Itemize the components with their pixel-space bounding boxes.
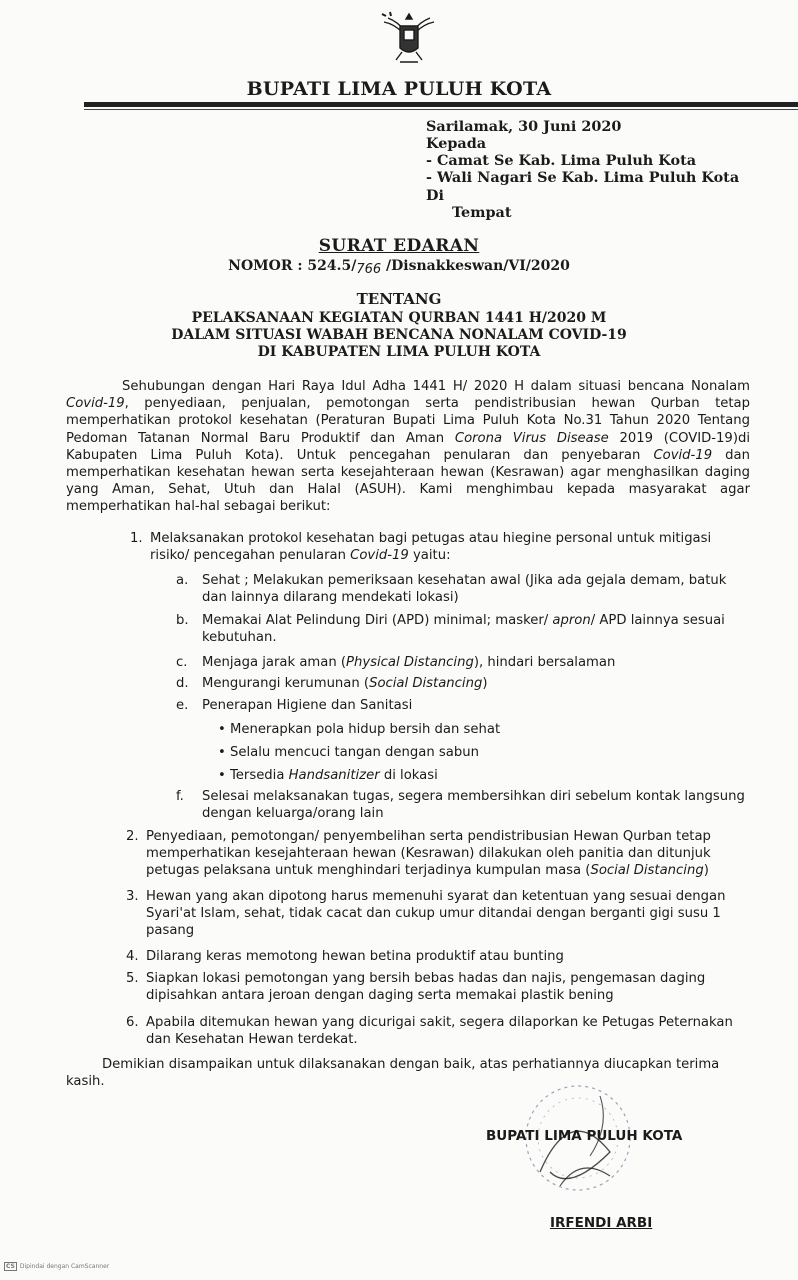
tentang-heading: TENTANG [356,290,442,308]
item-italic: Social Distancing [590,863,704,879]
sub-text: Sehat ; Melakukan pemeriksaan kesehatan awal (Jika ada gejala demam, batuk dan lainnya dilarang mendekati lokasi) [202,573,727,606]
sub-text: Penerapan Higiene dan Sanitasi [202,698,413,713]
sub-letter: f. [176,789,184,804]
item-text: Penyediaan, pemotongan/ penyembelihan serta pendistribusian Hewan Qurban tetap memperhatikan kesejahteraan hewan (Kesrawan) dilakukan oleh panitia dan ditunjuk petugas pelaksana untuk menghindari terjadinya kumpulan masa ( [146,829,711,879]
recipient-camat: - Camat Se Kab. Lima Puluh Kota [426,152,697,169]
sub-item-c [176,654,754,671]
sub-italic: Social Distancing [369,676,483,691]
scanner-badge: CS [6,1263,15,1270]
letterhead-rule-thin [84,109,798,110]
garuda-emblem-icon [378,8,440,68]
sub-letter: e. [176,698,189,713]
sub-letter: a. [176,573,189,588]
letterhead-rule [84,102,798,107]
sub-text: Menjaga jarak aman ( [202,655,347,670]
number-handwritten: 766 [356,262,382,277]
sub-item-e [176,697,754,714]
bullet-1: • Menerapkan pola hidup bersih dan sehat [218,722,501,737]
sub-text: Memakai Alat Pelindung Diri (APD) minimal; masker/ [202,613,553,628]
sub-text-end: ) [482,676,488,691]
bullet-text: • Tersedia [218,768,289,783]
sub-italic: apron [552,613,591,628]
place-date: Sarilamak, 30 Juni 2020 [426,118,622,135]
scanner-text: Dipindai dengan CamScanner [19,1263,110,1270]
item-text: Melaksanakan protokol kesehatan bagi petugas atau hiegine personal untuk mitigasi risiko/ pencegahan penularan [150,531,712,564]
list-number: 2. [126,829,139,844]
intro-covid: Covid-19 [66,396,125,412]
sub-letter: c. [176,655,188,670]
list-item-5 [126,970,746,1004]
list-number: 1. [130,531,143,546]
sub-italic: Physical Distancing [346,655,474,670]
sub-item-a [176,572,754,606]
number-prefix: NOMOR : 524.5/ [228,258,357,274]
intro-text-1: Sehubungan dengan Hari Raya Idul Adha 1441 H/ 2020 H dalam situasi bencana Nonalam [122,379,750,394]
intro-paragraph [66,378,750,516]
bullet-3 [218,767,438,784]
bullet-text-end: di lokasi [379,768,438,783]
list-item-3 [126,888,746,940]
subject-line-3: DI KABUPATEN LIMA PULUH KOTA [257,344,541,360]
scanner-footer [4,1262,109,1271]
subject-line-1: PELAKSANAAN KEGIATAN QURBAN 1441 H/2020 M [191,310,607,326]
signature-name: IRFENDI ARBI [550,1215,653,1231]
sub-text-end: ), hindari bersalaman [473,655,616,670]
list-item-6 [126,1014,746,1048]
letter-title: SURAT EDARAN [318,236,480,256]
letterhead-title: BUPATI LIMA PULUH KOTA [246,78,552,100]
sub-letter: d. [176,676,189,691]
di-label: Di [426,187,444,204]
item-text: Siapkan lokasi pemotongan yang bersih bebas hadas dan najis, pengemasan daging dipisahkan antara jeroan dengan daging serta memakai plastik bening [146,971,706,1004]
sub-text: Mengurangi kerumunan ( [202,676,370,691]
item-text: Apabila ditemukan hewan yang dicurigai sakit, segera dilaporkan ke Petugas Peternakan dan Kesehatan Hewan terdekat. [146,1015,733,1048]
list-item-4 [126,948,746,965]
sub-item-b [176,612,754,646]
letter-number [0,258,798,277]
list-item-1 [130,530,750,564]
list-number: 6. [126,1015,139,1030]
closing-paragraph: Demikian disampaikan untuk dilaksanakan dengan baik, atas perhatiannya diucapkan terima kasih. [66,1057,720,1090]
sub-item-f [176,788,754,822]
bullet-italic: Handsanitizer [288,768,380,783]
sub-item-d [176,675,754,692]
signature-title: BUPATI LIMA PULUH KOTA [486,1128,683,1144]
sub-text: Selesai melaksanakan tugas, segera membersihkan diri sebelum kontak langsung dengan keluarga/orang lain [202,789,745,822]
intro-text-3: 2019 (COVID-19)di Kabupaten Lima Puluh Kota). Untuk pencegahan penularan dan penyebaran [66,430,751,463]
recipient-wali-nagari: - Wali Nagari Se Kab. Lima Puluh Kota [426,169,740,186]
item-italic: Covid-19 [350,548,409,564]
item-text-end: yaitu: [408,548,451,564]
number-suffix: /Disnakkeswan/VI/2020 [381,258,570,274]
to-label: Kepada [426,135,487,152]
list-number: 4. [126,949,139,964]
intro-covid-2: Covid-19 [653,447,713,463]
subject-line-2: DALAM SITUASI WABAH BENCANA NONALAM COVID-19 [171,327,627,343]
intro-text-2: , penyediaan, penjualan, pemotongan serta pendistribusian hewan Qurban tetap memperhatikan protokol kesehatan (Peraturan Bupati Lima Puluh Kota No.31 Tahun 2020 Tentang Pedoman Tatanan Normal Baru Produktif dan Aman [66,396,750,446]
intro-corona: Corona Virus Disease [454,430,609,446]
item-text: Hewan yang akan dipotong harus memenuhi syarat dan ketentuan yang sesuai dengan Syari'at Islam, sehat, tidak cacat dan cukup umur ditandai dengan berganti gigi susu 1 pasang [146,889,726,939]
list-number: 5. [126,971,139,986]
item-text: Dilarang keras memotong hewan betina produktif atau bunting [146,949,564,964]
bullet-2: • Selalu mencuci tangan dengan sabun [218,745,479,760]
item-text-end: ) [703,863,709,879]
list-number: 3. [126,889,139,904]
list-item-2 [126,828,746,880]
tempat-label: Tempat [452,204,512,221]
sub-text-end: / APD lainnya sesuai kebutuhan. [202,613,725,646]
sub-letter: b. [176,613,189,628]
intro-text-4: dan memperhatikan kesehatan hewan serta kesejahteraan hewan (Kesrawan) agar menghasilkan daging yang Aman, Sehat, Utuh dan Halal (ASUH). Kami menghimbau kepada masyarakat agar memperhatikan hal-hal sebagai berikut: [66,447,750,515]
